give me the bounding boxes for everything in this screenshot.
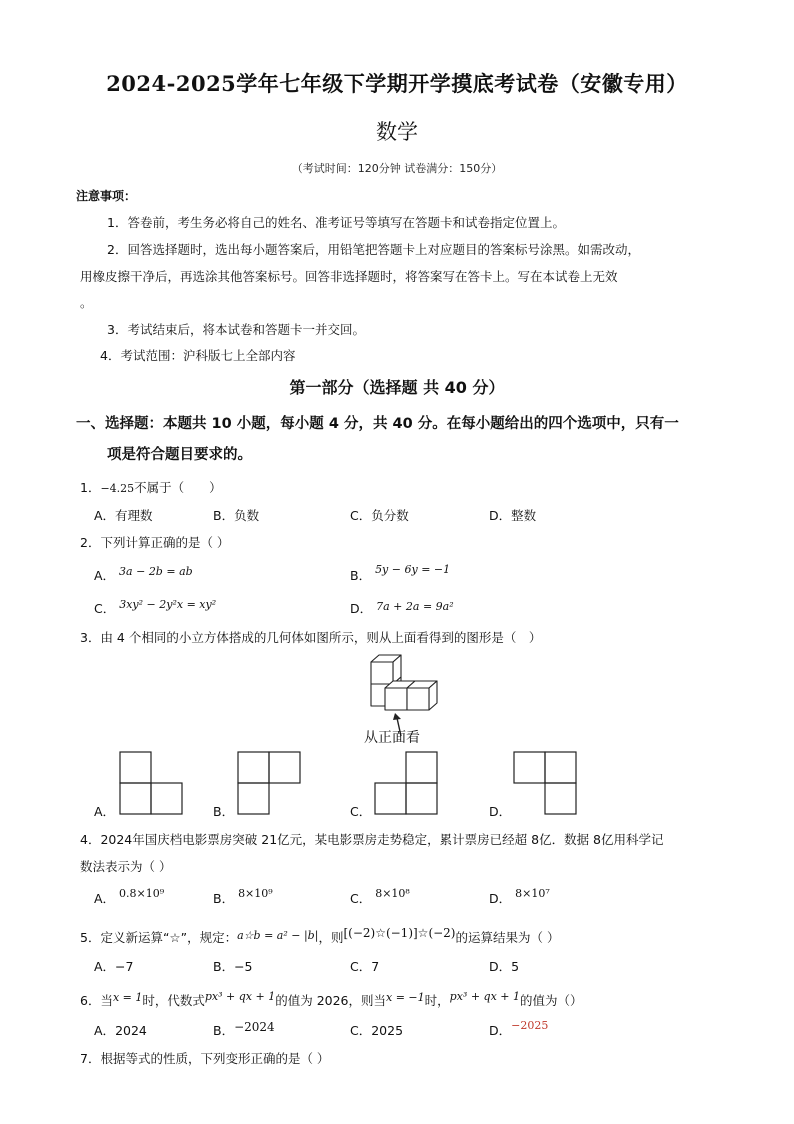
- q4-option-d[interactable]: [489, 889, 550, 907]
- math-expression: px³ + qx + 1: [449, 990, 520, 1003]
- option-label: D．: [350, 601, 373, 616]
- q3-option-d-label[interactable]: D．: [489, 804, 512, 819]
- q1-option-d[interactable]: D．整数: [489, 508, 537, 523]
- note-item-1: 1．答卷前，考生务必将自己的姓名、准考证号等填写在答题卡和试卷指定位置上。: [107, 215, 565, 230]
- q5-option-c[interactable]: C．7: [350, 959, 380, 974]
- question-text: 6．当: [80, 993, 113, 1008]
- q6-option-d[interactable]: [489, 1021, 548, 1039]
- q6-option-a[interactable]: [94, 1021, 147, 1039]
- math-expression: x = −1: [386, 991, 425, 1004]
- question-2: 2．下列计算正确的是（ ）: [80, 535, 230, 550]
- q1-option-a[interactable]: A．有理数: [94, 508, 153, 523]
- math-expression: [(−2)☆(−1)]☆(−2): [343, 926, 456, 940]
- grid-square: [120, 783, 151, 814]
- section-instructions-line-2: 项是符合题目要求的。: [107, 447, 252, 463]
- math-expression: 5y − 6y = −1: [375, 563, 451, 576]
- question-4-line-2: 数法表示为（ ）: [80, 859, 172, 874]
- question-text: 不属于（ ）: [134, 480, 222, 495]
- question-5: [80, 928, 559, 946]
- q5-option-b[interactable]: B．−5: [213, 959, 253, 974]
- grid-square: [545, 752, 576, 783]
- grid-square: [514, 752, 545, 783]
- math-expression: 7a + 2a = 9a²: [376, 600, 454, 613]
- q2-option-a[interactable]: [94, 566, 193, 584]
- grid-square: [151, 783, 182, 814]
- q4-option-c[interactable]: [350, 889, 410, 907]
- grid-square: [238, 783, 269, 814]
- grid-square: [406, 783, 437, 814]
- question-text: 的运算结果为（ ）: [455, 930, 560, 945]
- notes-heading: 注意事项：: [76, 189, 137, 203]
- q3-option-d-figure[interactable]: [513, 751, 579, 815]
- question-7: 7．根据等式的性质，下列变形正确的是（ ）: [80, 1051, 330, 1066]
- note-item-2-line-3: 。: [80, 295, 93, 310]
- option-label: B．: [213, 891, 235, 906]
- option-value: −2025: [511, 1019, 549, 1032]
- question-1: [80, 478, 222, 496]
- note-item-2-line-2: 用橡皮擦干净后，再选涂其他答案标号。回答非选择题时，将答案写在答卡上。写在本试卷上无效: [80, 269, 618, 284]
- option-label: C．: [350, 891, 372, 906]
- question-6: [80, 991, 583, 1009]
- math-expression: 0.8×10⁹: [119, 887, 165, 900]
- option-value: 2025: [371, 1023, 404, 1038]
- option-label: C．: [350, 1023, 372, 1038]
- option-label: D．: [489, 891, 512, 906]
- question-text: 时，: [424, 993, 450, 1008]
- q3-option-a-figure[interactable]: [119, 751, 185, 815]
- question-4-line-1: 4．2024年国庆档电影票房突破 21亿元，某电影票房走势稳定，累计票房已经超 8亿．数据 8亿用科学记: [80, 832, 664, 847]
- q3-option-b-label[interactable]: B．: [213, 804, 235, 819]
- question-text: 时，代数式: [142, 993, 205, 1008]
- note-item-4: 4．考试范围：沪科版七上全部内容: [100, 348, 296, 363]
- q6-option-c[interactable]: [350, 1021, 403, 1039]
- option-label: A．: [94, 1023, 116, 1038]
- question-3: 3．由 4 个相同的小立方体搭成的几何体如图所示，则从上面看得到的图形是（ ）: [80, 630, 542, 645]
- grid-square: [120, 752, 151, 783]
- option-label: B．: [350, 568, 372, 583]
- grid-square: [545, 783, 576, 814]
- math-expression: a☆b = a² − |b|: [237, 929, 319, 942]
- q1-option-b[interactable]: B．负数: [213, 508, 260, 523]
- note-item-3: 3．考试结束后，将本试卷和答题卡一并交回。: [107, 322, 365, 337]
- option-label: C．: [94, 601, 116, 616]
- q2-option-d[interactable]: [350, 599, 454, 617]
- q1-option-c[interactable]: C．负分数: [350, 508, 409, 523]
- math-expression: 3a − 2b = ab: [119, 565, 193, 578]
- q2-option-b[interactable]: [350, 563, 451, 584]
- subject-title: 数学: [376, 120, 418, 144]
- q3-option-c-label[interactable]: C．: [350, 804, 372, 819]
- option-label: B．: [213, 1023, 235, 1038]
- grid-square: [238, 752, 269, 783]
- math-expression: 8×10⁸: [375, 887, 410, 900]
- q3-option-c-figure[interactable]: [374, 751, 440, 815]
- q5-option-d[interactable]: D．5: [489, 959, 520, 974]
- note-item-2-line-1: 2．回答选择题时，选出每小题答案后，用铅笔把答题卡上对应题目的答案标号涂黑。如需改动，: [107, 242, 640, 257]
- cube-front-face: [407, 688, 429, 710]
- option-value: 2024: [115, 1023, 147, 1038]
- grid-square: [375, 783, 406, 814]
- q4-option-b[interactable]: [213, 889, 273, 907]
- question-number: 1．: [80, 480, 101, 495]
- math-expression: x = 1: [112, 991, 143, 1004]
- cube-front-face: [371, 662, 393, 684]
- arrow-head-icon: [393, 713, 401, 720]
- grid-square: [269, 752, 300, 783]
- section-instructions-line-1: 一、选择题：本题共 10 小题，每小题 4 分，共 40 分。在每小题给出的四个选项中，只有一: [76, 416, 679, 432]
- q3-option-b-figure[interactable]: [237, 751, 303, 815]
- math-expression: 3xy² − 2y²x = xy²: [119, 598, 217, 611]
- question-text: ，则: [318, 930, 344, 945]
- math-expression: 8×10⁹: [238, 887, 273, 900]
- option-label: A．: [94, 891, 116, 906]
- math-expression: px³ + qx + 1: [204, 990, 276, 1003]
- option-label: D．: [489, 1023, 512, 1038]
- option-value: −2024: [234, 1020, 275, 1034]
- question-text: 5．定义新运算“☆”，规定：: [80, 930, 238, 945]
- question-text: 的值为（）: [520, 993, 583, 1008]
- q3-option-a-label[interactable]: A．: [94, 804, 116, 819]
- q5-option-a[interactable]: A．−7: [94, 959, 134, 974]
- q6-option-b[interactable]: [213, 1021, 275, 1039]
- part-one-heading: 第一部分（选择题 共 40 分）: [289, 378, 505, 397]
- cube-front-face: [385, 688, 407, 710]
- grid-square: [406, 752, 437, 783]
- math-expression: 8×10⁷: [515, 887, 550, 900]
- exam-title: 2024-2025学年七年级下学期开学摸底考试卷（安徽专用）: [106, 71, 688, 96]
- math-expression: −4.25: [100, 482, 135, 495]
- option-label: A．: [94, 568, 116, 583]
- q2-option-c[interactable]: [94, 599, 216, 617]
- exam-info: （考试时间：120分钟 试卷满分：150分）: [291, 162, 503, 175]
- q4-option-a[interactable]: [94, 889, 164, 907]
- figure-caption: 从正面看: [364, 730, 420, 746]
- question-text: 的值为 2026，则当: [275, 993, 387, 1008]
